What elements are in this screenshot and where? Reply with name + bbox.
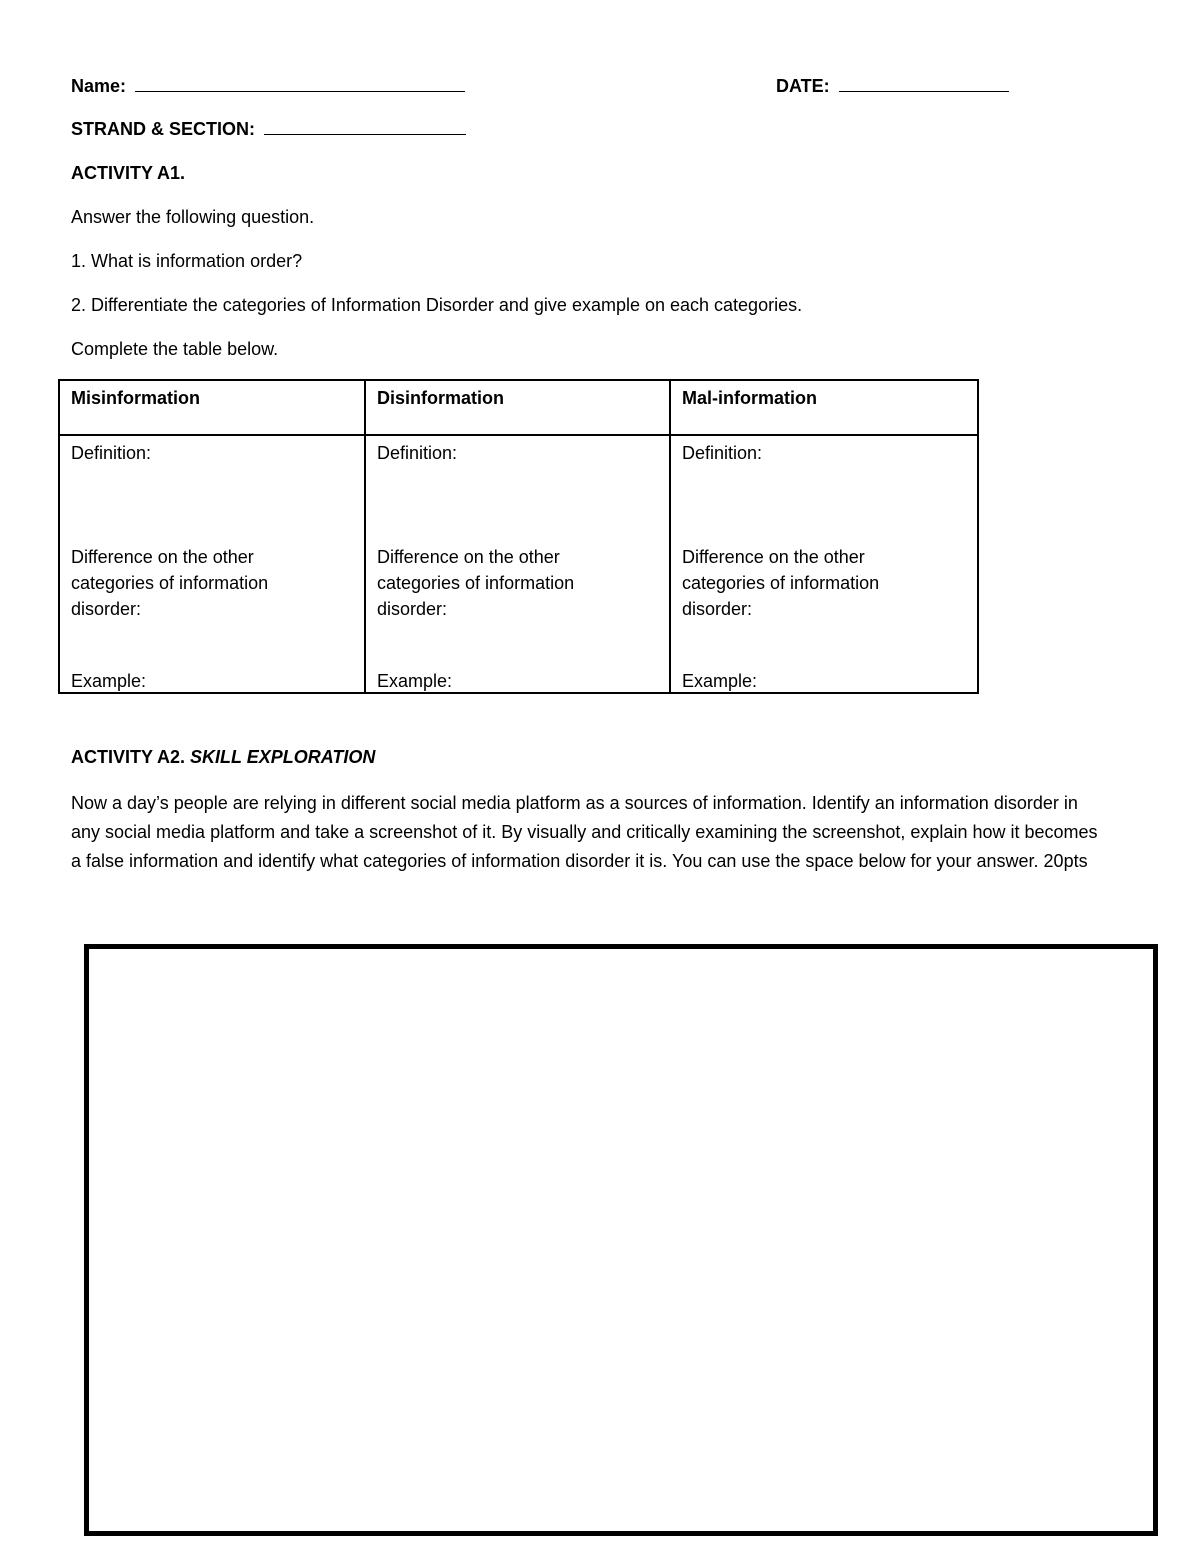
misinformation-cell[interactable] (59, 435, 365, 693)
mal-information-cell[interactable] (670, 435, 978, 693)
header-misinformation: Misinformation (59, 380, 365, 435)
strand-section-line (71, 117, 466, 141)
definition-label: Definition: (71, 443, 152, 463)
question-1: 1. What is information order? (71, 251, 303, 271)
table-instruction: Complete the table below. (71, 339, 279, 359)
definition-label: Definition: (377, 443, 458, 463)
answer-box[interactable] (84, 944, 1158, 1536)
example-label: Example: (71, 671, 147, 691)
name-line (71, 74, 465, 98)
question-2: 2. Differentiate the categories of Information Disorder and give example on each categories. (71, 295, 803, 315)
name-label: Name: (71, 76, 127, 96)
strand-section-blank[interactable] (264, 120, 466, 135)
activity-a1-title: ACTIVITY A1. (71, 163, 186, 183)
difference-label: Difference on the other categories of information disorder: (377, 547, 575, 619)
strand-section-label: STRAND & SECTION: (71, 119, 255, 139)
activity-a2-title (71, 745, 375, 769)
difference-label: Difference on the other categories of information disorder: (71, 547, 269, 619)
date-blank[interactable] (839, 77, 1009, 92)
example-label: Example: (377, 671, 453, 691)
date-label: DATE: (776, 76, 830, 96)
header-disinformation: Disinformation (365, 380, 670, 435)
difference-label: Difference on the other categories of information disorder: (682, 547, 880, 619)
activity-a1-instruction: Answer the following question. (71, 207, 315, 227)
disinformation-cell[interactable] (365, 435, 670, 693)
information-disorder-table (58, 379, 979, 694)
header-mal-information: Mal-information (670, 380, 978, 435)
name-blank[interactable] (135, 77, 465, 92)
date-line (776, 74, 1009, 98)
definition-label: Definition: (682, 443, 763, 463)
table-body-row (59, 435, 978, 693)
activity-a2-title-prefix: ACTIVITY A2. (71, 747, 186, 767)
activity-a2-paragraph: Now a day’s people are relying in different social media platform as a sources of information. Identify an information disorder in any social media platform and take a screenshot of it. By visually and critically examining the screenshot, explain how it becomes a false information and identify what categories of information disorder it is. You can use the space below for your answer. 20pts (71, 793, 1098, 871)
table-header-row (59, 380, 978, 435)
activity-a2-title-italic: SKILL EXPLORATION (190, 747, 376, 767)
example-label: Example: (682, 671, 758, 691)
